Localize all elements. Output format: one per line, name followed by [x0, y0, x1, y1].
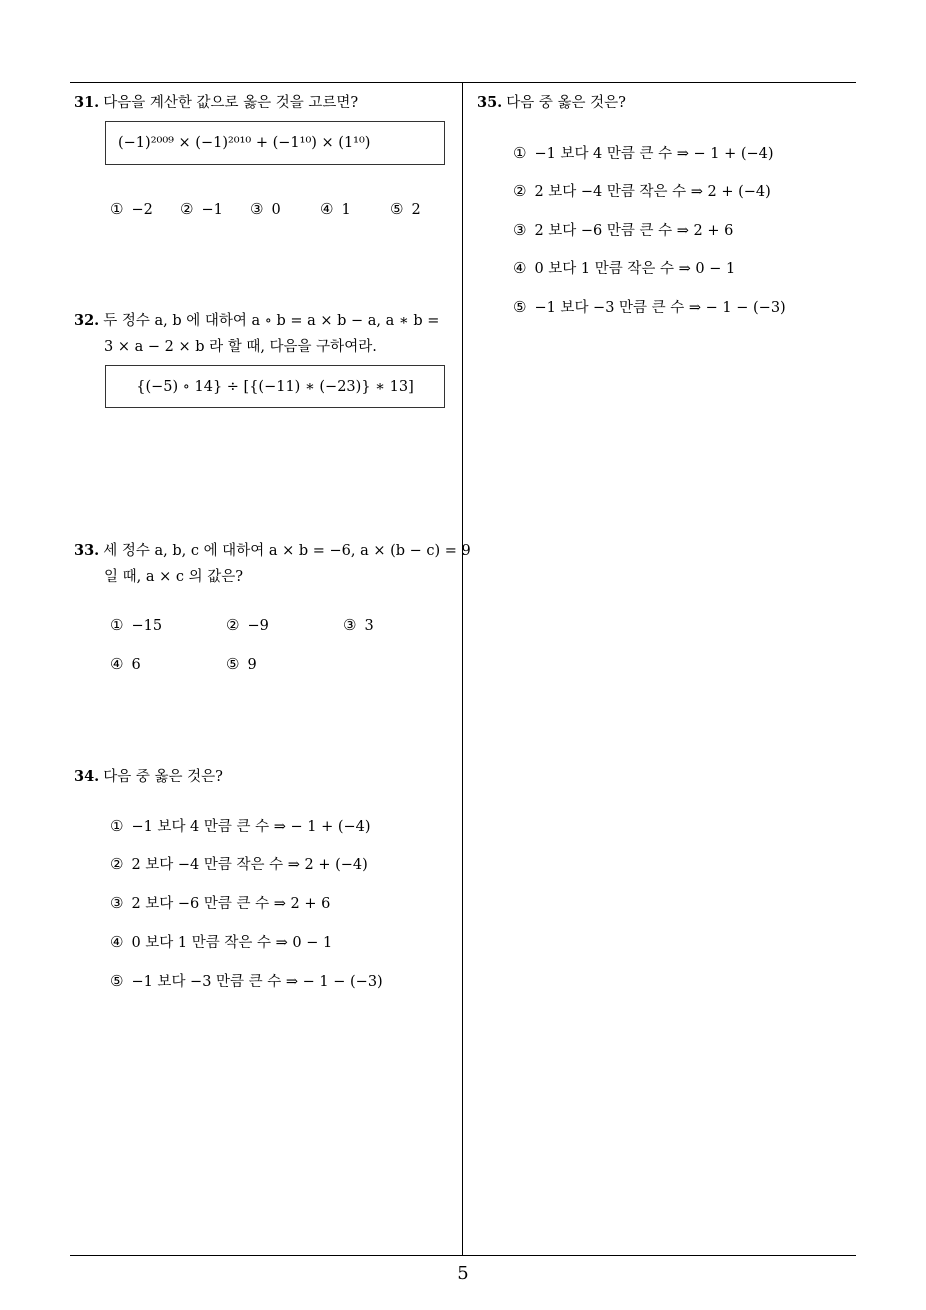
question-34-header — [74, 764, 223, 790]
choice-5[interactable] — [513, 296, 786, 319]
choice-text: −1 보다 −3 만큼 큰 수 ⇒ − 1 − (−3) — [131, 974, 383, 990]
question-number: 34. — [74, 768, 100, 785]
question-text: 다음 중 옳은 것은? — [103, 769, 223, 785]
choice-5[interactable] — [390, 198, 421, 221]
choice-3[interactable] — [513, 219, 733, 242]
choice-2[interactable] — [110, 853, 368, 876]
choice-mark: ③ — [343, 616, 357, 634]
choice-text: 0 보다 1 만큼 작은 수 ⇒ 0 − 1 — [131, 935, 333, 951]
question-text: 다음을 계산한 값으로 옳은 것을 고르면? — [103, 95, 359, 111]
expression-box — [105, 365, 445, 408]
choice-mark: ⑤ — [226, 655, 240, 673]
choice-2[interactable] — [180, 198, 223, 221]
question-31 — [74, 90, 358, 116]
choice-mark: ③ — [250, 200, 264, 218]
choice-4[interactable] — [110, 653, 141, 676]
choice-text: 3 — [364, 618, 374, 634]
question-number: 32. — [74, 312, 100, 329]
choice-mark: ④ — [320, 200, 334, 218]
choice-text: 2 — [411, 202, 421, 218]
choice-5[interactable] — [110, 970, 383, 993]
choice-3[interactable] — [250, 198, 281, 221]
choice-mark: ③ — [110, 894, 124, 912]
question-35 — [477, 90, 626, 116]
choice-mark: ② — [226, 616, 240, 634]
choice-3[interactable] — [343, 614, 374, 637]
question-34 — [74, 764, 223, 790]
choice-text: −9 — [247, 618, 269, 634]
question-33-line-1 — [74, 538, 471, 564]
question-33 — [74, 538, 471, 590]
top-rule — [70, 82, 856, 83]
choice-1[interactable] — [513, 142, 774, 165]
question-35-header — [477, 90, 626, 116]
choice-4[interactable] — [320, 198, 351, 221]
question-32-line-2: 3 × a − 2 × b 라 할 때, 다음을 구하여라. — [104, 339, 377, 355]
choice-mark: ③ — [513, 221, 527, 239]
choice-1[interactable] — [110, 614, 162, 637]
choice-3[interactable] — [110, 892, 330, 915]
choice-text: 6 — [131, 657, 141, 673]
choice-1[interactable] — [110, 198, 153, 221]
choice-4[interactable] — [513, 257, 735, 280]
choice-mark: ② — [180, 200, 194, 218]
page-number: 5 — [457, 1263, 469, 1284]
question-number: 31. — [74, 94, 100, 111]
choice-mark: ④ — [110, 933, 124, 951]
choice-mark: ① — [110, 616, 124, 634]
choice-mark: ① — [110, 200, 124, 218]
expression: (−1)²⁰⁰⁹ × (−1)²⁰¹⁰ + (−1¹⁰) × (1¹⁰) — [118, 135, 371, 151]
question-text: 다음 중 옳은 것은? — [506, 95, 626, 111]
bottom-rule — [70, 1255, 856, 1256]
choice-text: 2 보다 −4 만큼 작은 수 ⇒ 2 + (−4) — [131, 857, 368, 873]
question-number: 33. — [74, 542, 100, 559]
choice-text: 2 보다 −4 만큼 작은 수 ⇒ 2 + (−4) — [534, 184, 771, 200]
choice-4[interactable] — [110, 931, 332, 954]
choice-text: 0 — [271, 202, 281, 218]
question-number: 35. — [477, 94, 503, 111]
choice-text: −2 — [131, 202, 153, 218]
choice-mark: ⑤ — [110, 972, 124, 990]
choice-text: −1 — [201, 202, 223, 218]
choice-text: −15 — [131, 618, 163, 634]
choice-1[interactable] — [110, 815, 371, 838]
question-text: 두 정수 a, b 에 대하여 a ∘ b = a × b − a, a ∗ b = — [103, 313, 440, 329]
choice-mark: ① — [110, 817, 124, 835]
question-text: 세 정수 a, b, c 에 대하여 a × b = −6, a × (b − c) = 9 — [103, 543, 471, 559]
choice-text: −1 보다 −3 만큼 큰 수 ⇒ − 1 − (−3) — [534, 300, 786, 316]
choice-text: 2 보다 −6 만큼 큰 수 ⇒ 2 + 6 — [534, 223, 734, 239]
choice-text: 1 — [341, 202, 351, 218]
expression-box — [105, 121, 445, 165]
question-32-line-1 — [74, 308, 439, 334]
choice-mark: ⑤ — [513, 298, 527, 316]
question-32 — [74, 308, 439, 360]
choice-mark: ② — [110, 855, 124, 873]
choice-text: −1 보다 4 만큼 큰 수 ⇒ − 1 + (−4) — [534, 146, 774, 162]
choice-2[interactable] — [226, 614, 269, 637]
choice-text: −1 보다 4 만큼 큰 수 ⇒ − 1 + (−4) — [131, 819, 371, 835]
expression: {(−5) ∘ 14} ÷ [{(−11) ∗ (−23)} ∗ 13] — [136, 378, 414, 395]
column-divider — [462, 83, 463, 1255]
question-33-line-2: 일 때, a × c 의 값은? — [104, 569, 243, 585]
choice-2[interactable] — [513, 180, 771, 203]
choice-mark: ⑤ — [390, 200, 404, 218]
choice-text: 0 보다 1 만큼 작은 수 ⇒ 0 − 1 — [534, 261, 736, 277]
choice-mark: ② — [513, 182, 527, 200]
choice-mark: ④ — [513, 259, 527, 277]
question-31-header — [74, 90, 358, 116]
choice-text: 2 보다 −6 만큼 큰 수 ⇒ 2 + 6 — [131, 896, 331, 912]
choice-mark: ① — [513, 144, 527, 162]
choice-mark: ④ — [110, 655, 124, 673]
choice-text: 9 — [247, 657, 257, 673]
choice-5[interactable] — [226, 653, 257, 676]
